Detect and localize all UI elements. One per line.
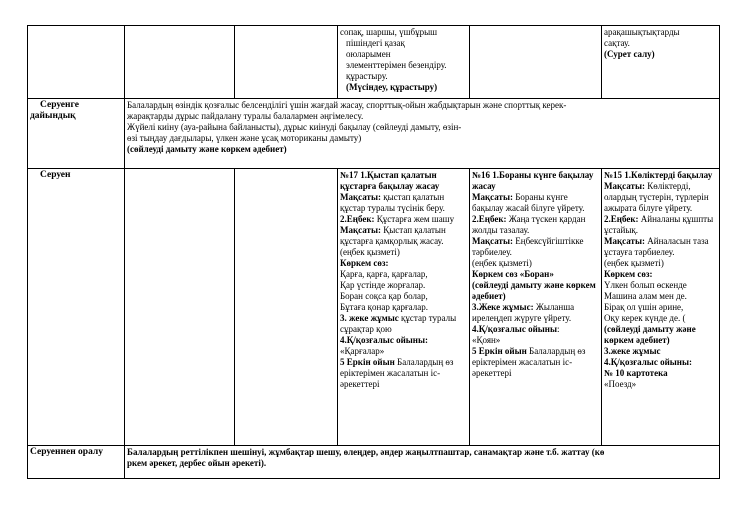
card15-poem-label: Көркем сөз:	[604, 269, 653, 279]
card16-goal2: Еңбексүйгіштікке тәрбиелеу.	[472, 236, 584, 257]
card16-game-colon: :	[557, 324, 560, 334]
card15-work-tag: (еңбек қызметі)	[604, 258, 664, 268]
card16-free: Балалардың өз еріктерімен жасалатын іс-әрекеттері	[472, 346, 586, 378]
card16-poem-tag: (сөйлеуді дамыту және көркем әдебиет)	[472, 280, 596, 301]
card15-poem-line: Бірақ ол үшін әрине,	[604, 302, 684, 312]
prep-label-line2: дайындық	[30, 111, 76, 121]
prep-label-cell	[28, 99, 125, 169]
top-col4-line: элементтерімен безендіру.	[346, 60, 447, 70]
card16-goal1: Бораны күнге бақылау жасай білуге үйрету.	[472, 192, 585, 213]
card15-ind-label: 3.жеке жұмыс	[604, 346, 661, 356]
top-cell-3	[235, 26, 338, 99]
card17-free-label: 5 Еркін ойын	[340, 357, 395, 367]
walk-card-16	[470, 169, 602, 446]
walk-card-17	[338, 169, 470, 446]
card17-free: Балалардың өз еріктерімен жасалатын іс-әрекеттері	[340, 357, 454, 389]
card16-goal2-label: Мақсаты:	[472, 236, 513, 246]
card17-ind: құстар туралы сұрақтар қою	[340, 313, 457, 334]
card17-ind-label: 3. жеке жұмыс	[340, 313, 399, 323]
card17-goal2-label: Мақсаты:	[340, 225, 381, 235]
card15-goal1-label: Мақсаты:	[604, 181, 645, 191]
card16-ind-label: 3.Жеке жұмыс:	[472, 302, 534, 312]
card15-work: Айналаны құшпты ұстайық.	[604, 214, 714, 235]
schedule-table	[27, 25, 720, 479]
card17-goal1: қыстап қалатын құстар туралы түсінік беру.	[340, 192, 445, 213]
card16-game: «Қоян»	[472, 335, 501, 345]
top-cell-5	[470, 26, 602, 99]
walk-label: Серуен	[40, 170, 71, 180]
walk-card-15	[602, 169, 720, 446]
return-label-cell	[28, 446, 125, 479]
top-cell-4	[338, 26, 470, 99]
card17-poem-line: Қарға, қарға, қарғалар,	[340, 269, 428, 279]
card15-poem-line: Машина алам мен де.	[604, 291, 687, 301]
card17-goal2: Қыстап қалатын құстарға қамқорлық жасау.	[340, 225, 446, 246]
card17-goal1-label: Мақсаты:	[340, 192, 381, 202]
card17-poem-line: Бұтаға қонар қарғалар.	[340, 302, 428, 312]
top-col6-line: арақашықтықтарды	[604, 27, 680, 37]
card15-poem-line: Үлкен болып өскенде	[604, 280, 687, 290]
prep-line3: Жүйелі киіну (ауа-райына байланысты), дұрыс киінуді бақылау (сөйлеуді дамыту, өзін-	[127, 122, 462, 132]
prep-content-cell	[125, 99, 720, 169]
top-cell-1	[28, 26, 125, 99]
card16-ind: Жыланша ирелеңдеп жүруге үйрету.	[472, 302, 575, 323]
return-row	[28, 446, 720, 479]
card16-work-label: 2.Еңбек:	[472, 214, 507, 224]
card15-goal2-label: Мақсаты:	[604, 236, 645, 246]
top-cell-6	[602, 26, 720, 99]
top-cell-2	[125, 26, 235, 99]
card16-title: №16 1.Бораны күнге бақылау жасау	[472, 170, 594, 191]
card17-poem-line: Қар үстінде жорғалар.	[340, 280, 426, 290]
card17-poem-label: Көркем сөз:	[340, 258, 389, 268]
return-label: Серуеннен оралу	[30, 447, 103, 457]
card16-free-label: 5 Еркін ойын	[472, 346, 527, 356]
card17-game: «Қарғалар»	[340, 346, 385, 356]
prep-line1: Балалардың өзіндік қозғалыс белсенділігі үшін жағдай жасау, спорттық-ойын жабдықтарын және спорттық керек-	[127, 100, 567, 110]
card15-card-label: № 10 картотека	[604, 368, 668, 378]
card17-work: Құстарға жем шашу	[374, 214, 455, 224]
card15-game-label: 4.Қ/қозғалыс ойыны:	[604, 357, 692, 367]
return-line2: ркем әрекет, дербес ойын әрекеті).	[127, 458, 267, 468]
card17-work-tag: (еңбек қызметі)	[340, 247, 400, 257]
card16-game-label: 4.Қ/қозғалыс ойыны	[472, 324, 557, 334]
walk-label-cell	[28, 169, 125, 446]
card17-work-label: 2.Еңбек:	[340, 214, 375, 224]
prep-line4: өзі тыңдау дағдылары, үлкен және ұсақ моториканы дамыту)	[127, 133, 362, 143]
prep-label-line1: Серуенге	[40, 100, 79, 110]
top-col6-tag: (Сурет салу)	[604, 49, 655, 59]
card17-title: №17 1.Қыстап қалатын құстарға бақылау жасау	[340, 170, 440, 191]
card15-goal2: Айналасын таза ұстауға тәрбиелеу.	[604, 236, 709, 257]
card16-work-tag: (еңбек қызметі)	[472, 258, 532, 268]
top-col4-line: пішіндегі қазақ	[346, 38, 405, 48]
card15-goal1: Көліктерді, олардың түстерін, түрлерін ажырата білуге үйрету.	[604, 181, 709, 213]
top-col6-line: сақтау.	[604, 38, 630, 48]
top-col4-line: құрастыру.	[346, 71, 388, 81]
card16-work: Жаңа түскен қардан жолды тазалау.	[472, 214, 586, 235]
prep-tag: (сөйлеуді дамыту және көркем әдебиет)	[127, 144, 287, 154]
card15-poem-line: Оқу керек күнде де. (	[604, 313, 686, 323]
top-continuation-row	[28, 26, 720, 99]
prep-line2: жарақтарды дұрыс пайдалану туралы балалармен әңгімелесу.	[127, 111, 364, 121]
top-col4-line: сопақ, шаршы, үшбұрыш	[340, 27, 438, 37]
walk-cell-2	[125, 169, 235, 446]
card15-poem-tag: (сөйлеуді дамыту және көркем әдебиет)	[604, 324, 696, 345]
card17-poem-line: Боран соқса қар болар,	[340, 291, 428, 301]
card17-game-label: 4.Қ/қозғалыс ойыны:	[340, 335, 428, 345]
card16-poem-label: Көркем сөз «Боран»	[472, 269, 554, 279]
card15-title: №15 1.Көліктерді бақылау	[604, 170, 713, 180]
prep-row	[28, 99, 720, 169]
card15-game: «Поезд»	[604, 379, 637, 389]
return-content-cell	[125, 446, 720, 479]
card15-work-label: 2.Еңбек:	[604, 214, 639, 224]
return-line1: Балалардың реттілікпен шешінуі, жұмбақтар шешу, өлеңдер, әндер жаңылтпаштар, санамақтар және т.б. жаттау (кө	[127, 447, 605, 457]
top-col4-line: оюларымен	[346, 49, 391, 59]
top-col4-tag: (Мүсіндеу, құрастыру)	[346, 82, 438, 92]
card16-goal1-label: Мақсаты:	[472, 192, 513, 202]
walk-cell-3	[235, 169, 338, 446]
walk-row	[28, 169, 720, 446]
